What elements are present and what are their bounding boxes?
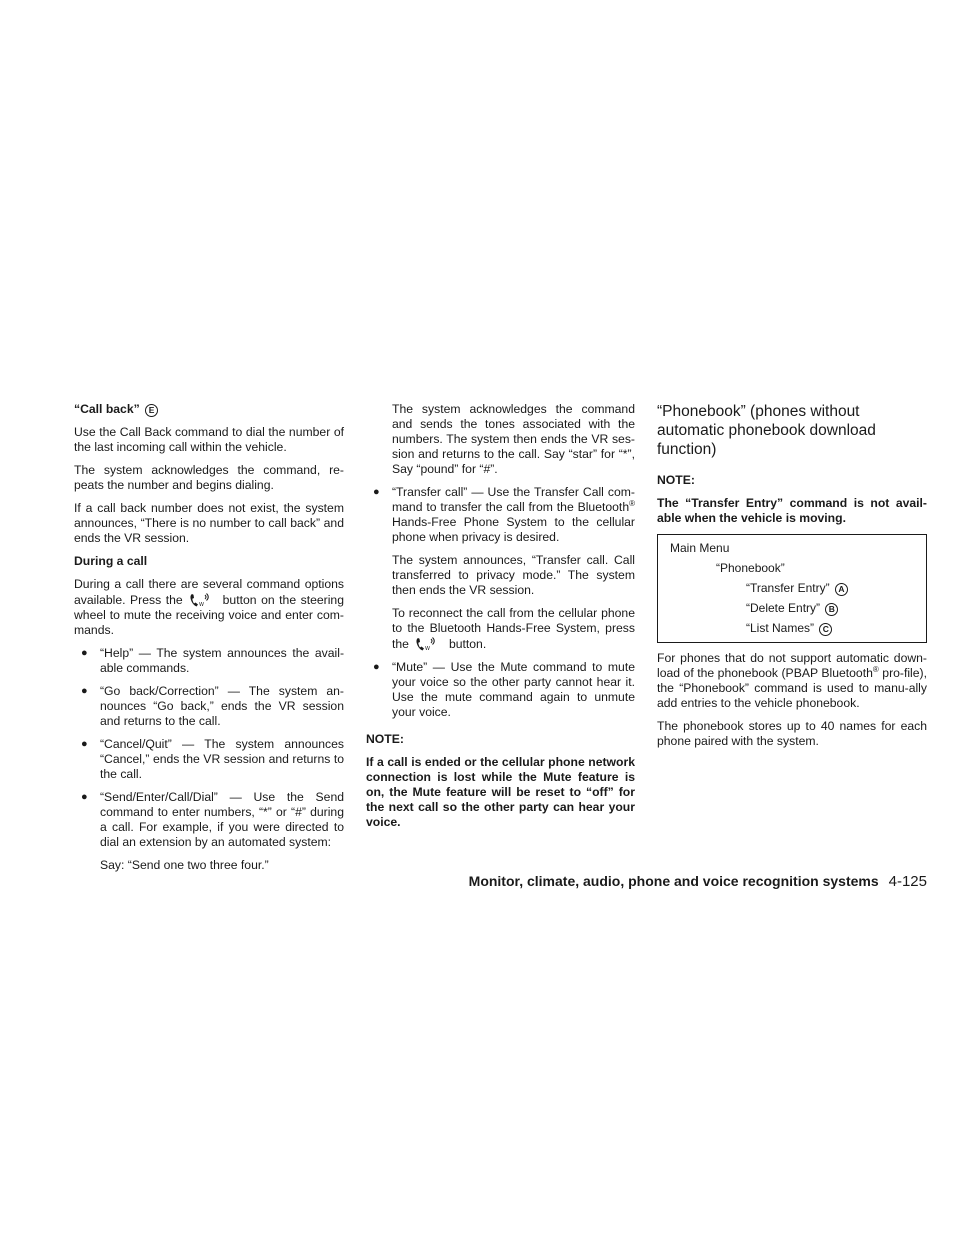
- phone-talk-icon: [415, 636, 437, 652]
- column-middle: [366, 402, 635, 838]
- bullet-dot-icon: ●: [81, 685, 88, 697]
- menu-item-phonebook: “Phonebook”: [716, 561, 785, 575]
- callout-marker-a: A: [835, 583, 848, 596]
- note-text: If a call is ended or the cellular phone network connection is lost while the Mute feature is on, the Mute feature will be reset to “off” for the next call so the other party can hear your voice.: [366, 755, 635, 829]
- transfer-paragraph: The system announces, “Transfer call. Call transferred to privacy mode.” The system then ends the VR session.: [392, 553, 635, 597]
- list-item: ● “Cancel/Quit” — The system announces “Cancel,” ends the VR session and returns to the call.: [81, 737, 344, 781]
- menu-item-list-names: “List Names” C: [670, 618, 914, 638]
- menu-tree-box: [657, 534, 927, 643]
- note-heading: NOTE:: [366, 732, 404, 746]
- phonebook-paragraph-1: For phones that do not support automatic down-load of the phonebook (PBAP Bluetooth® pro-file), the “Phonebook” command is used to manu-ally add entries to the vehicle phonebook.: [657, 651, 927, 710]
- during-call-heading: During a call: [74, 554, 148, 568]
- during-call-paragraph: During a call there are several command options available. Press the W button on the steering wheel to mute the receiving voice and enter com-mands.: [74, 577, 344, 637]
- page-footer: [300, 872, 927, 891]
- column-right: [657, 402, 927, 757]
- page-number: 4-125: [888, 873, 927, 890]
- phonebook-paragraph-2: The phonebook stores up to 40 names for each phone paired with the system.: [657, 719, 927, 748]
- bullet-dot-icon: ●: [81, 791, 88, 803]
- section-title: “Phonebook” (phones without automatic phonebook download function): [657, 403, 876, 458]
- list-item: ● “Send/Enter/Call/Dial” — Use the Send command to enter numbers, “*” or “#” during a call. For example, if you were directed to dial an extension by an automated system:: [81, 790, 344, 849]
- send-continuation-paragraph: The system acknowledges the command and sends the tones associated with the numbers. The system then ends the VR ses-sion and returns to the call. Say “star” for “*”, Say “pound” for “#”.: [392, 402, 635, 476]
- reconnect-paragraph: To reconnect the call from the cellular phone to the Bluetooth Hands-Free System, press the W button.: [392, 606, 635, 652]
- menu-item-delete-entry: “Delete Entry” B: [670, 598, 914, 618]
- menu-item-transfer-entry: “Transfer Entry” A: [670, 578, 914, 598]
- list-item: ● “Transfer call” — Use the Transfer Call com-mand to transfer the call from the Bluetooth® Hands-Free Phone System to the cellular phone when privacy is desired.: [373, 485, 635, 544]
- list-item: ● “Mute” — Use the Mute command to mute your voice so the other party cannot hear it. Use the mute command again to unmute your voice.: [373, 660, 635, 719]
- phone-talk-icon: [189, 592, 211, 608]
- bullet-dot-icon: ●: [81, 647, 88, 659]
- callback-heading: “Call back” E: [74, 402, 344, 417]
- menu-item-main: Main Menu: [670, 541, 730, 555]
- callout-marker-b: B: [825, 603, 838, 616]
- list-item: ● “Go back/Correction” — The system an-nounces “Go back,” ends the VR session and returns to the call.: [81, 684, 344, 728]
- bullet-dot-icon: ●: [373, 486, 380, 498]
- svg-text:W: W: [198, 602, 204, 608]
- list-item: ● “Help” — The system announces the avail-able commands.: [81, 646, 344, 675]
- bullet-dot-icon: ●: [81, 738, 88, 750]
- callback-paragraph-2: The system acknowledges the command, re-peats the number and begins dialing.: [74, 463, 344, 492]
- callback-paragraph-3: If a call back number does not exist, the system announces, “There is no number to call back” and ends the VR session.: [74, 501, 344, 545]
- callout-marker-e: E: [145, 404, 158, 417]
- bullet-dot-icon: ●: [373, 661, 380, 673]
- say-example: Say: “Send one two three four.”: [100, 858, 269, 872]
- column-left: [74, 402, 344, 881]
- callback-paragraph-1: Use the Call Back command to dial the number of the last incoming call within the vehicle.: [74, 425, 344, 454]
- svg-text:W: W: [424, 646, 430, 652]
- note-text: The “Transfer Entry” command is not avail-able when the vehicle is moving.: [657, 496, 927, 525]
- callout-marker-c: C: [819, 623, 832, 636]
- note-heading: NOTE:: [657, 473, 695, 487]
- footer-section-title: Monitor, climate, audio, phone and voice recognition systems: [468, 873, 879, 889]
